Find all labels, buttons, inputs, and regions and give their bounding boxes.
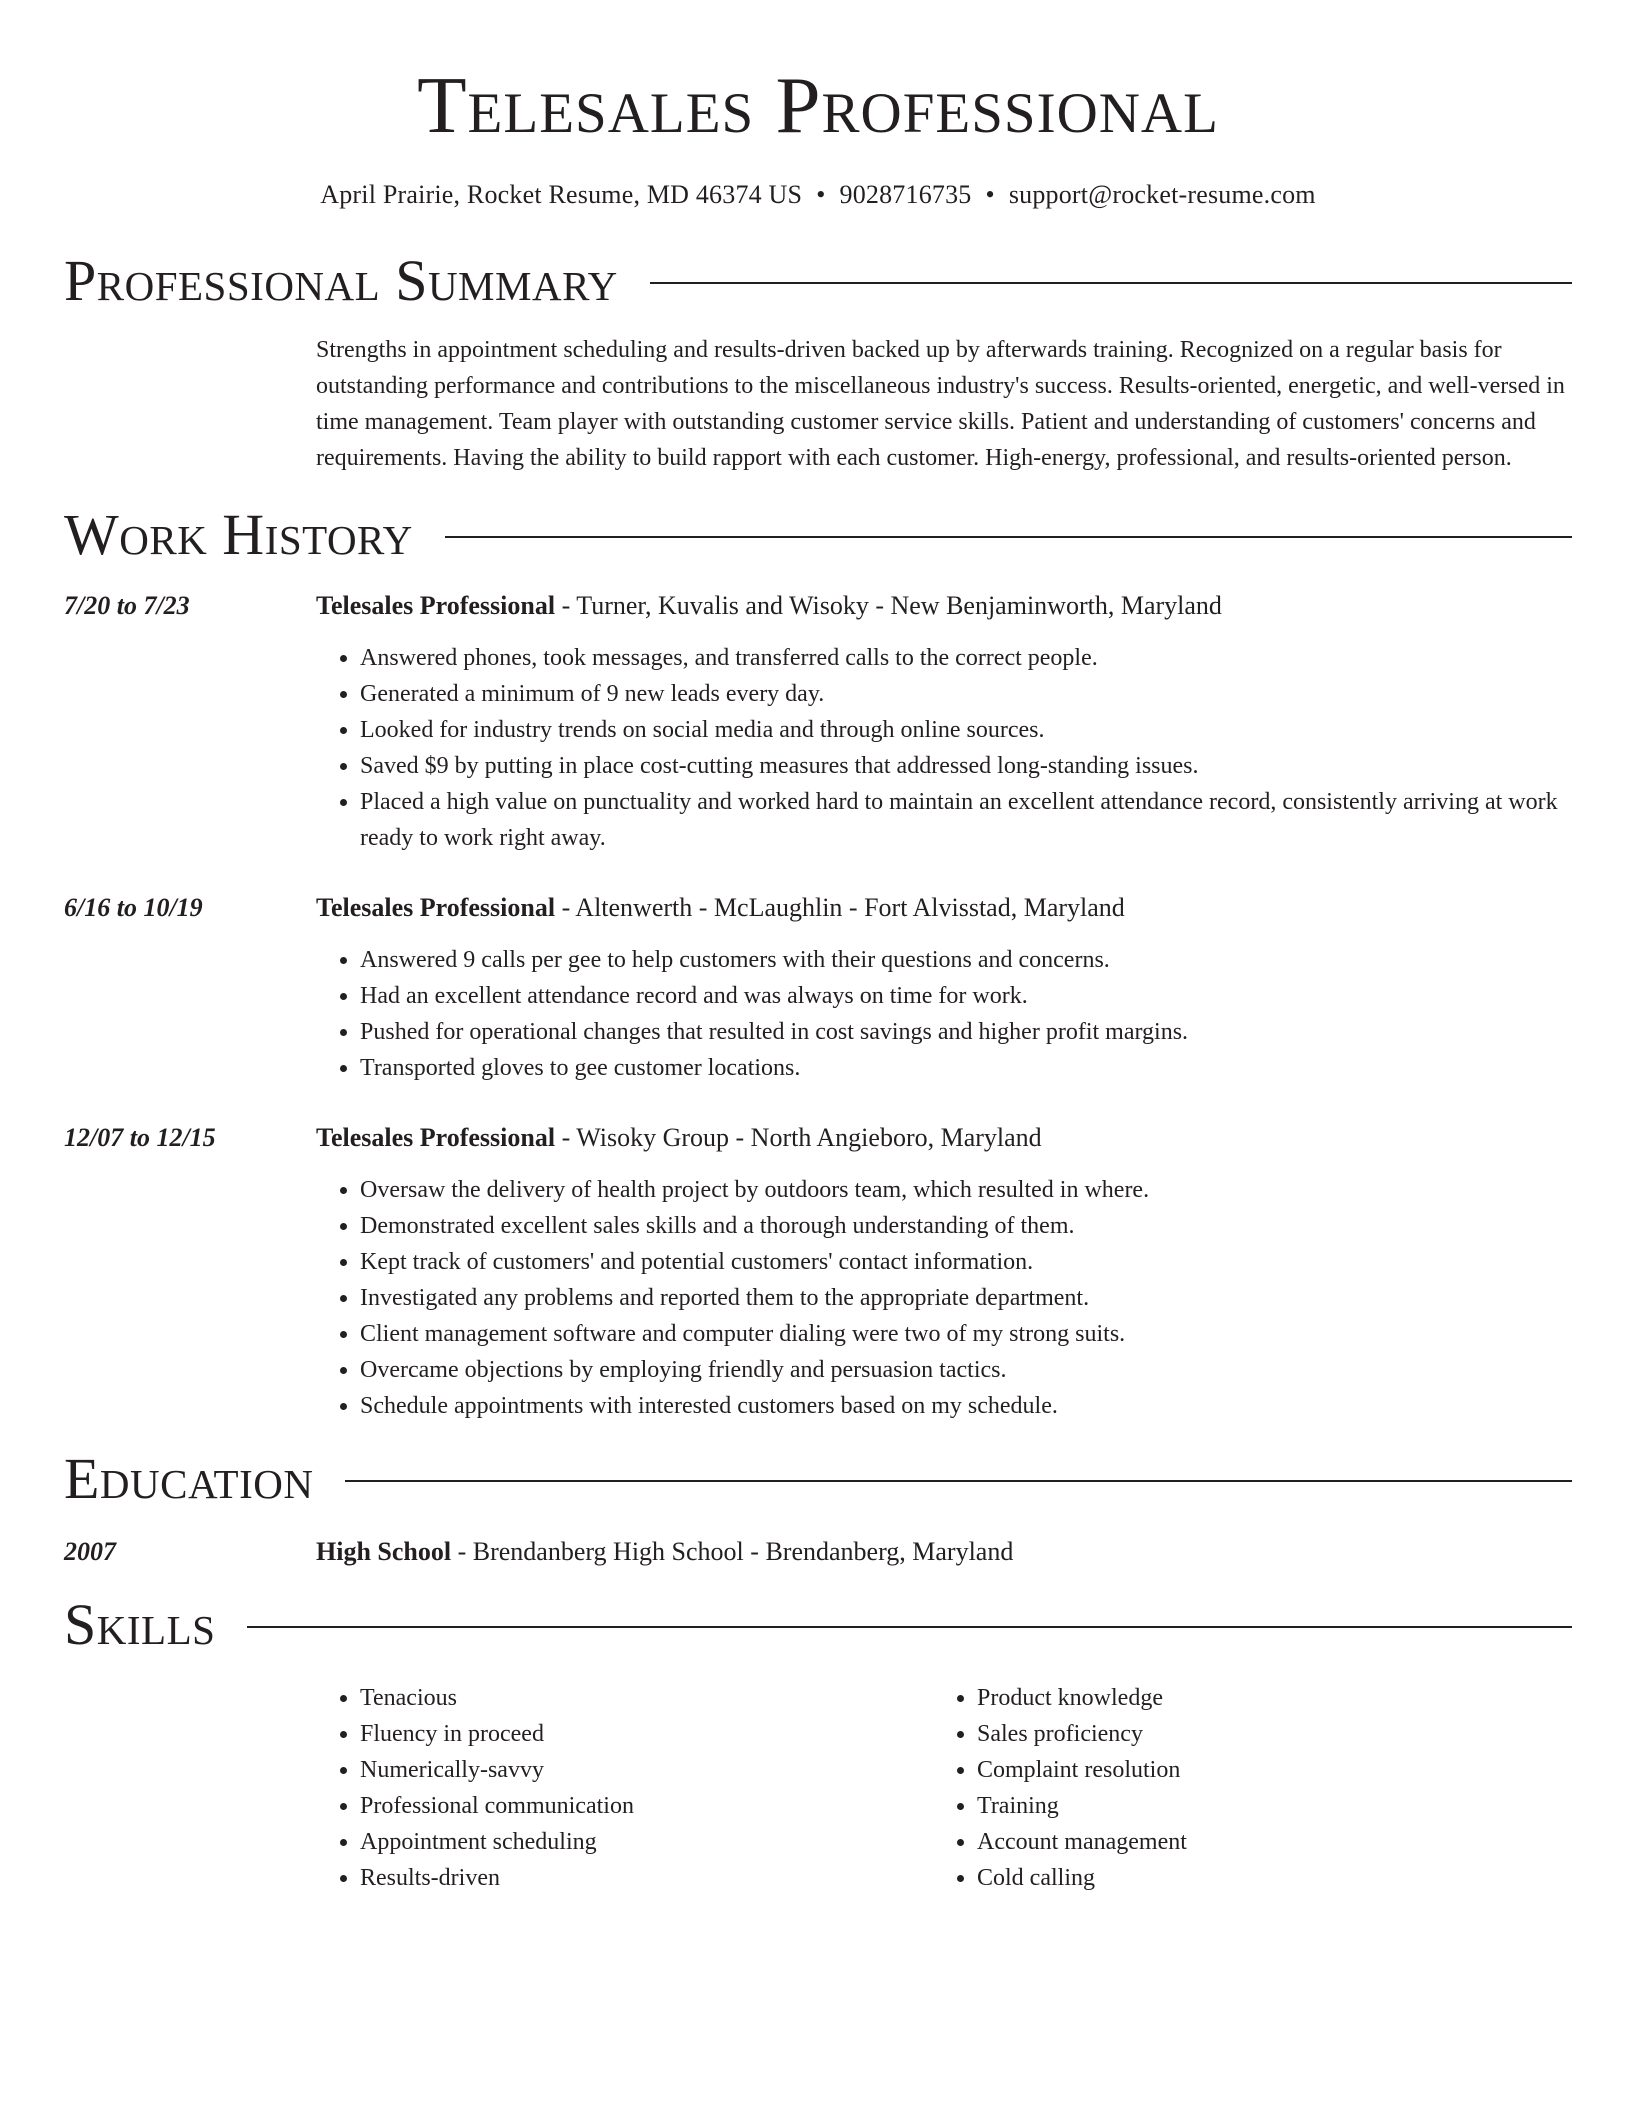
skill-item: • Fluency in proceed <box>360 1716 933 1752</box>
education-section-header <box>64 1446 1572 1512</box>
job-bullet: • Demonstrated excellent sales skills and a thorough understanding of them. <box>360 1208 1572 1244</box>
work-section-header <box>64 502 1572 568</box>
skill-item: • Numerically-savvy <box>360 1752 933 1788</box>
summary-heading: Professional Summary <box>64 248 618 313</box>
work-history-list <box>64 588 1572 1424</box>
skill-item: • Tenacious <box>360 1680 933 1716</box>
section-divider <box>345 1480 1572 1482</box>
skill-item: • Results-driven <box>360 1860 933 1896</box>
job-bullet: • Pushed for operational changes that resulted in cost savings and higher profit margins. <box>360 1014 1572 1050</box>
job-dates: 12/07 to 12/15 <box>64 1123 216 1152</box>
skill-item: • Sales proficiency <box>977 1716 1550 1752</box>
job-bullet: • Transported gloves to gee customer locations. <box>360 1050 1572 1086</box>
job-bullet: • Schedule appointments with interested customers based on my schedule. <box>360 1388 1572 1424</box>
job-bullet: • Saved $9 by putting in place cost-cutting measures that addressed long-standing issues. <box>360 748 1572 784</box>
skills-section-header <box>64 1592 1572 1658</box>
education-degree: High School <box>316 1537 452 1566</box>
job-title-line <box>316 890 1572 926</box>
job-bullets <box>316 942 1572 1086</box>
contact-separator: • <box>985 180 995 209</box>
skill-item: • Appointment scheduling <box>360 1824 933 1860</box>
resume-page <box>64 0 1572 1896</box>
job-bullet: • Had an excellent attendance record and was always on time for work. <box>360 978 1572 1014</box>
summary-text: Strengths in appointment scheduling and results-driven backed up by afterwards training. Recognized on a regular basis for outstanding performance and contributions to the miscellaneous industry's success. Results-oriented, energetic, and well-versed in time management. Team player with outstanding customer service skills. Patient and understanding of customers' concerns and requirements. Having the ability to build rapport with each customer. High-energy, professional, and results-oriented person. <box>316 337 1565 471</box>
job-bullet: • Answered 9 calls per gee to help customers with their questions and concerns. <box>360 942 1572 978</box>
education-heading: Education <box>64 1446 314 1511</box>
skill-item: • Account management <box>977 1824 1550 1860</box>
job-title-line <box>316 1120 1572 1156</box>
job-dates: 7/20 to 7/23 <box>64 591 190 620</box>
skills-column-left <box>316 1680 933 1896</box>
job-dates: 6/16 to 10/19 <box>64 893 203 922</box>
job-entry <box>64 1120 1572 1424</box>
job-employer-location: - Altenwerth - McLaughlin - Fort Alvisstad, Maryland <box>555 893 1125 922</box>
skills-heading: Skills <box>64 1592 216 1657</box>
contact-address: April Prairie, Rocket Resume, MD 46374 US <box>320 180 803 209</box>
job-employer-location: - Wisoky Group - North Angieboro, Maryland <box>555 1123 1042 1152</box>
job-bullet: • Investigated any problems and reported them to the appropriate department. <box>360 1280 1572 1316</box>
job-bullets <box>316 640 1572 856</box>
job-bullet: • Answered phones, took messages, and transferred calls to the correct people. <box>360 640 1572 676</box>
skills-column-right <box>933 1680 1550 1896</box>
skill-item: • Training <box>977 1788 1550 1824</box>
job-bullet: • Oversaw the delivery of health project by outdoors team, which resulted in where. <box>360 1172 1572 1208</box>
job-entry <box>64 588 1572 856</box>
work-heading: Work History <box>64 502 413 567</box>
job-bullet: • Overcame objections by employing friendly and persuasion tactics. <box>360 1352 1572 1388</box>
skill-item: • Cold calling <box>977 1860 1550 1896</box>
job-entry <box>64 890 1572 1086</box>
section-divider <box>247 1626 1572 1628</box>
skill-item: • Product knowledge <box>977 1680 1550 1716</box>
summary-section-header <box>64 248 1572 314</box>
skill-item: • Complaint resolution <box>977 1752 1550 1788</box>
education-year: 2007 <box>64 1537 116 1566</box>
contact-phone: 9028716735 <box>839 180 972 209</box>
job-title: Telesales Professional <box>316 1123 556 1152</box>
job-bullet: • Placed a high value on punctuality and worked hard to maintain an excellent attendance record, consistently arriving at work ready to work right away. <box>360 784 1572 856</box>
job-title: Telesales Professional <box>316 893 556 922</box>
skill-item: • Professional communication <box>360 1788 933 1824</box>
education-entry <box>64 1534 1572 1570</box>
job-bullet: • Kept track of customers' and potential customers' contact information. <box>360 1244 1572 1280</box>
section-divider <box>445 536 1572 538</box>
education-details: - Brendanberg High School - Brendanberg, Maryland <box>451 1537 1014 1566</box>
education-line <box>316 1534 1572 1570</box>
job-bullets <box>316 1172 1572 1424</box>
contact-email: support@rocket-resume.com <box>1008 180 1316 209</box>
resume-name: Telesales Professional <box>417 60 1219 150</box>
skills-list <box>316 1680 1572 1896</box>
job-employer-location: - Turner, Kuvalis and Wisoky - New Benjaminworth, Maryland <box>555 591 1222 620</box>
job-bullet: • Generated a minimum of 9 new leads every day. <box>360 676 1572 712</box>
section-divider <box>650 282 1572 284</box>
contact-line <box>64 178 1572 212</box>
job-title: Telesales Professional <box>316 591 556 620</box>
job-bullet: • Looked for industry trends on social media and through online sources. <box>360 712 1572 748</box>
job-bullet: • Client management software and computer dialing were two of my strong suits. <box>360 1316 1572 1352</box>
contact-separator: • <box>816 180 826 209</box>
job-title-line <box>316 588 1572 624</box>
